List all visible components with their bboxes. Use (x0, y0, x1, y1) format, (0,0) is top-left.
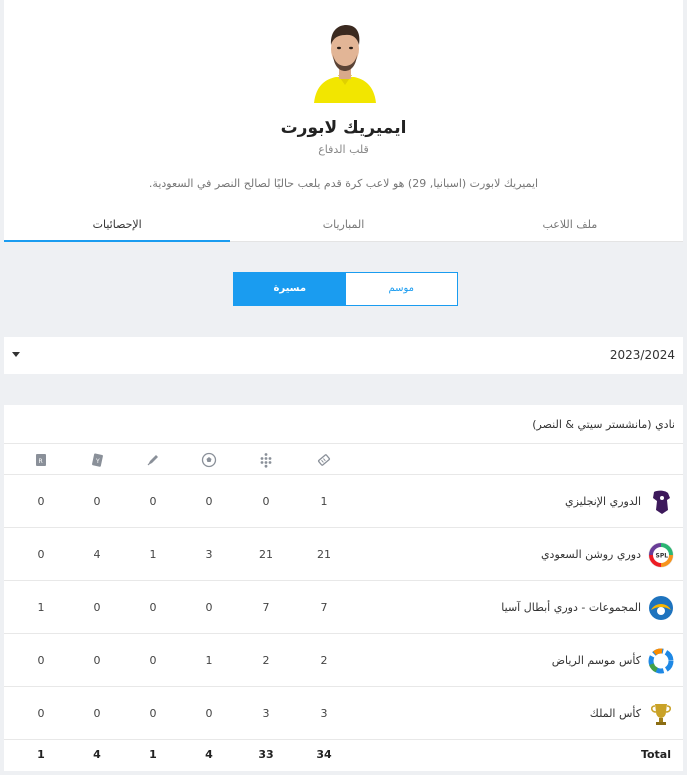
table-row[interactable] (4, 528, 683, 581)
assists-icon (145, 452, 161, 468)
tab-matches[interactable]: المباريات (322, 218, 365, 231)
table-row[interactable] (4, 581, 683, 634)
premier-league-logo (647, 488, 675, 516)
player-bio: ايميريك لابورت (اسبانيا, 29) هو لاعب كرة قدم يلعب حاليًا لصالح النصر في السعودية. (148, 177, 539, 190)
stat-cell: 0 (93, 601, 101, 614)
yellow-card-icon (89, 452, 105, 468)
season-career-toggle (233, 272, 458, 306)
stat-cell: 21 (317, 548, 331, 561)
competition-name: المجموعات - دوري أبطال آسيا (501, 601, 641, 614)
total-cell: 4 (205, 748, 213, 761)
stats-header-row (4, 443, 683, 475)
stat-cell: 3 (262, 707, 270, 720)
total-cell: 33 (258, 748, 274, 761)
stat-cell: 21 (259, 548, 273, 561)
chevron-down-icon (12, 352, 20, 357)
stat-cell: 0 (149, 707, 157, 720)
total-cell: 4 (93, 748, 101, 761)
afc-champions-league-logo (647, 594, 675, 622)
stat-cell: 0 (205, 707, 213, 720)
stat-cell: 7 (262, 601, 270, 614)
career-toggle-button[interactable]: مسيرة (234, 273, 346, 305)
stat-cell: 0 (93, 654, 101, 667)
stat-cell: 3 (205, 548, 213, 561)
riyadh-season-cup-logo (647, 647, 675, 675)
stat-cell: 1 (205, 654, 213, 667)
svg-text:Y: Y (96, 458, 100, 465)
competition-name: كأس موسم الرياض (551, 654, 641, 667)
season-select[interactable] (4, 337, 683, 374)
competition-name: الدوري الإنجليزي (564, 495, 641, 508)
total-cell: 1 (37, 748, 45, 761)
competition-name: كأس الملك (589, 707, 641, 720)
stat-cell: 0 (37, 548, 45, 561)
total-cell: 1 (149, 748, 157, 761)
stat-cell: 1 (149, 548, 157, 561)
tab-profile[interactable]: ملف اللاعب (542, 218, 598, 231)
stat-cell: 0 (93, 495, 101, 508)
season-toggle-button[interactable]: موسم (388, 283, 415, 294)
season-select-value: 2023/2024 (609, 348, 675, 362)
table-row[interactable] (4, 634, 683, 687)
goals-icon (201, 452, 217, 468)
table-row[interactable] (4, 475, 683, 528)
lineups-icon (258, 452, 274, 468)
stat-cell: 3 (320, 707, 328, 720)
stat-cell: 0 (149, 495, 157, 508)
stat-cell: 7 (320, 601, 328, 614)
kings-cup-logo (647, 700, 675, 728)
table-row[interactable] (4, 687, 683, 740)
svg-text:R: R (38, 458, 43, 465)
stats-card (4, 405, 683, 771)
tab-statistics[interactable]: الإحصائيات (4, 208, 230, 241)
competition-name: دوري روشن السعودي (540, 548, 641, 561)
stat-cell: 0 (262, 495, 270, 508)
player-position: قلب الدفاع (318, 143, 369, 156)
total-label: Total (640, 748, 671, 761)
stat-cell: 0 (149, 654, 157, 667)
stat-cell: 2 (262, 654, 270, 667)
stat-cell: 0 (37, 495, 45, 508)
stat-cell: 0 (205, 601, 213, 614)
matches-icon (316, 452, 332, 468)
saudi-pro-league-logo (647, 541, 675, 569)
stat-cell: 0 (37, 707, 45, 720)
stat-cell: 1 (37, 601, 45, 614)
stat-cell: 2 (320, 654, 328, 667)
stat-cell: 0 (37, 654, 45, 667)
stat-cell: 0 (205, 495, 213, 508)
club-title: نادي (مانشستر سيتي & النصر) (532, 418, 675, 431)
stat-cell: 0 (149, 601, 157, 614)
stat-cell: 0 (93, 707, 101, 720)
profile-tabs (4, 208, 683, 242)
total-cell: 34 (316, 748, 332, 761)
total-row (4, 738, 683, 771)
stat-cell: 4 (93, 548, 101, 561)
player-avatar (312, 15, 378, 103)
svg-text:SPL: SPL (655, 552, 669, 560)
player-name: ايميريك لابورت (280, 118, 407, 138)
red-card-icon (33, 452, 49, 468)
stat-cell: 1 (320, 495, 328, 508)
